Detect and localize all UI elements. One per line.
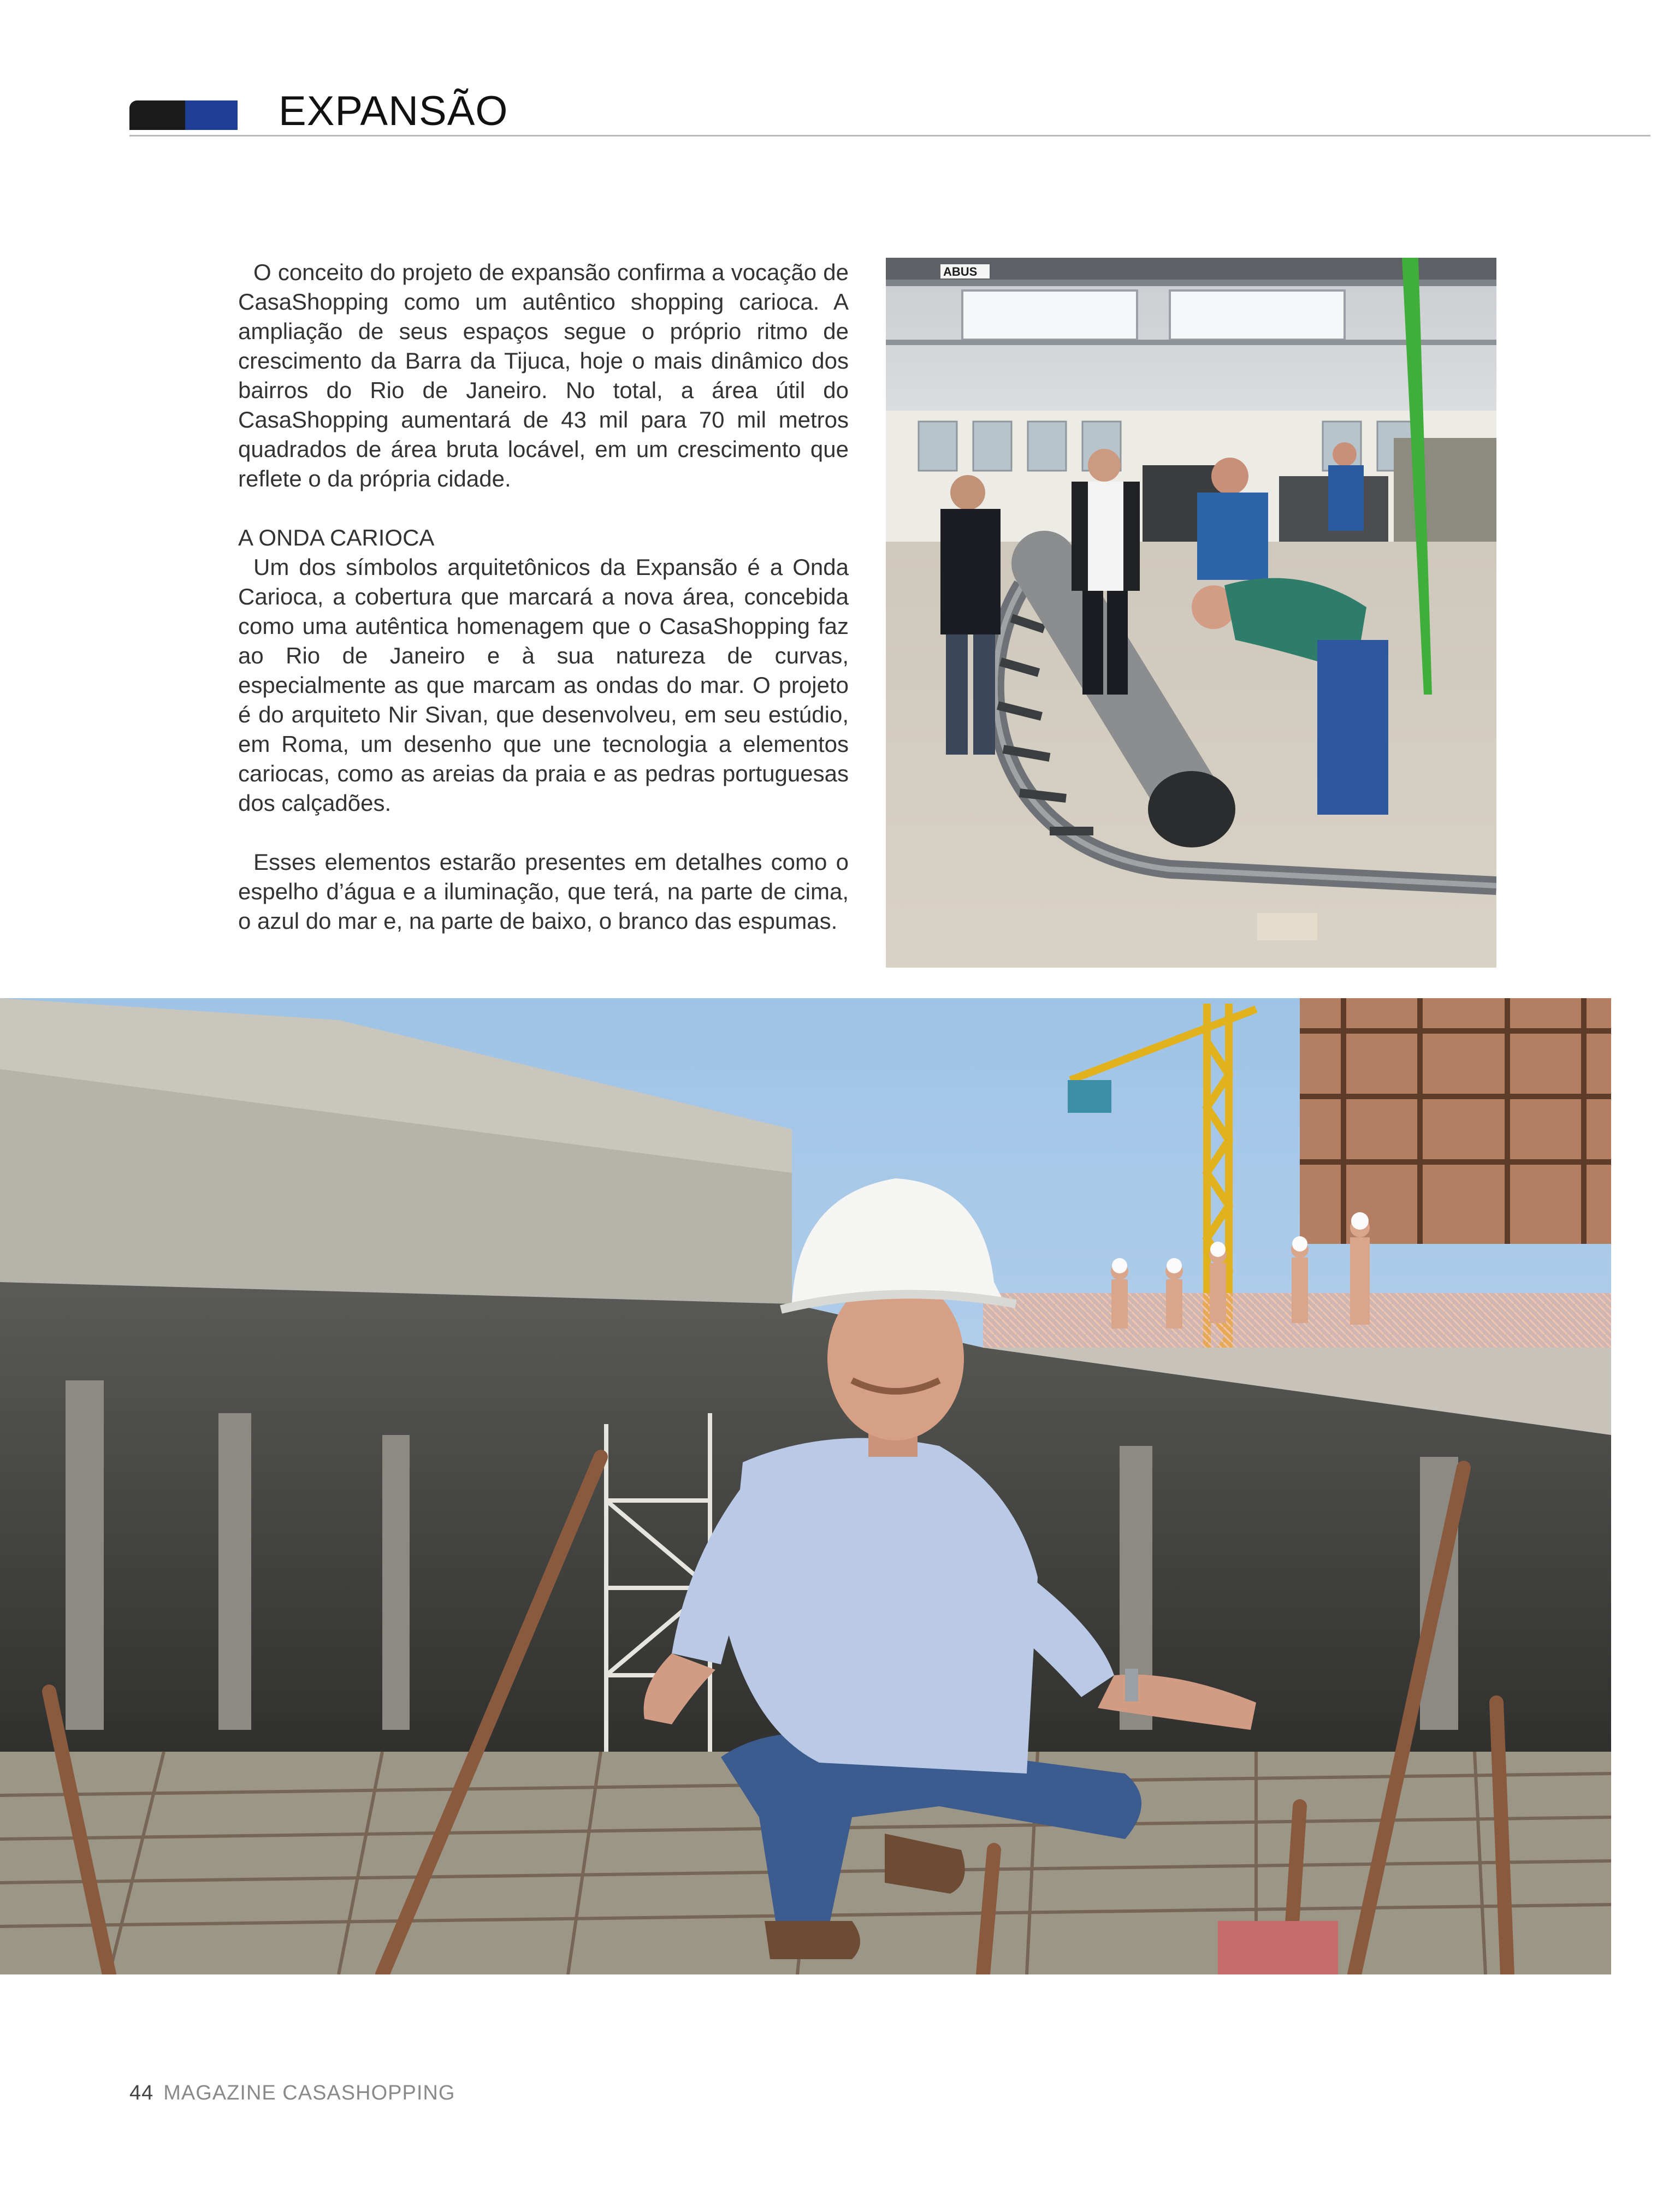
- article-paragraph-2: Um dos símbolos arquitetônicos da Expansão é a Onda Carioca, a cobertura que marcará a nova área, concebida como uma autêntica homenagem que o CasaShopping faz ao Rio de Janeiro e à sua natureza de curvas, especialmente as que marcam as ondas do mar. O projeto é do arquiteto Nir Sivan, que desenvolveu, em seu estúdio, em Roma, um desenho que une tecnologia a elementos cariocas, como as areias da praia e as pedras portuguesas dos calçadões.: [238, 554, 849, 816]
- workshop-photo: [886, 258, 1496, 968]
- header-rule: [129, 135, 1650, 137]
- header-tab-black: [129, 100, 185, 130]
- article-paragraph-3: Esses elementos estarão presentes em detalhes como o espelho d’água e a iluminação, que terá, na parte de cima, o azul do mar e, na parte de baixo, o branco das espumas.: [238, 849, 849, 934]
- construction-photo: [0, 998, 1611, 1974]
- article-subheading: A ONDA CARIOCA: [238, 525, 435, 550]
- workshop-sign: ABUS: [943, 265, 978, 278]
- header-tab-blue: [185, 100, 238, 130]
- page-footer: [129, 2081, 455, 2105]
- article-paragraph-1: O conceito do projeto de expansão confirma a vocação de CasaShopping como um autêntico shopping carioca. A ampliação de seus espaços segue o próprio ritmo de crescimento da Barra da Tijuca, hoje o mais dinâmico dos bairros do Rio de Janeiro. No total, a área útil do CasaShopping aumentará de 43 mil para 70 mil metros quadrados de área bruta locável, em um crescimento que reflete o da própria cidade.: [238, 259, 849, 491]
- article-body: [238, 258, 849, 936]
- section-title: EXPANSÃO: [279, 88, 508, 134]
- page-number: 44: [129, 2081, 154, 2104]
- magazine-name: MAGAZINE CASASHOPPING: [163, 2081, 455, 2104]
